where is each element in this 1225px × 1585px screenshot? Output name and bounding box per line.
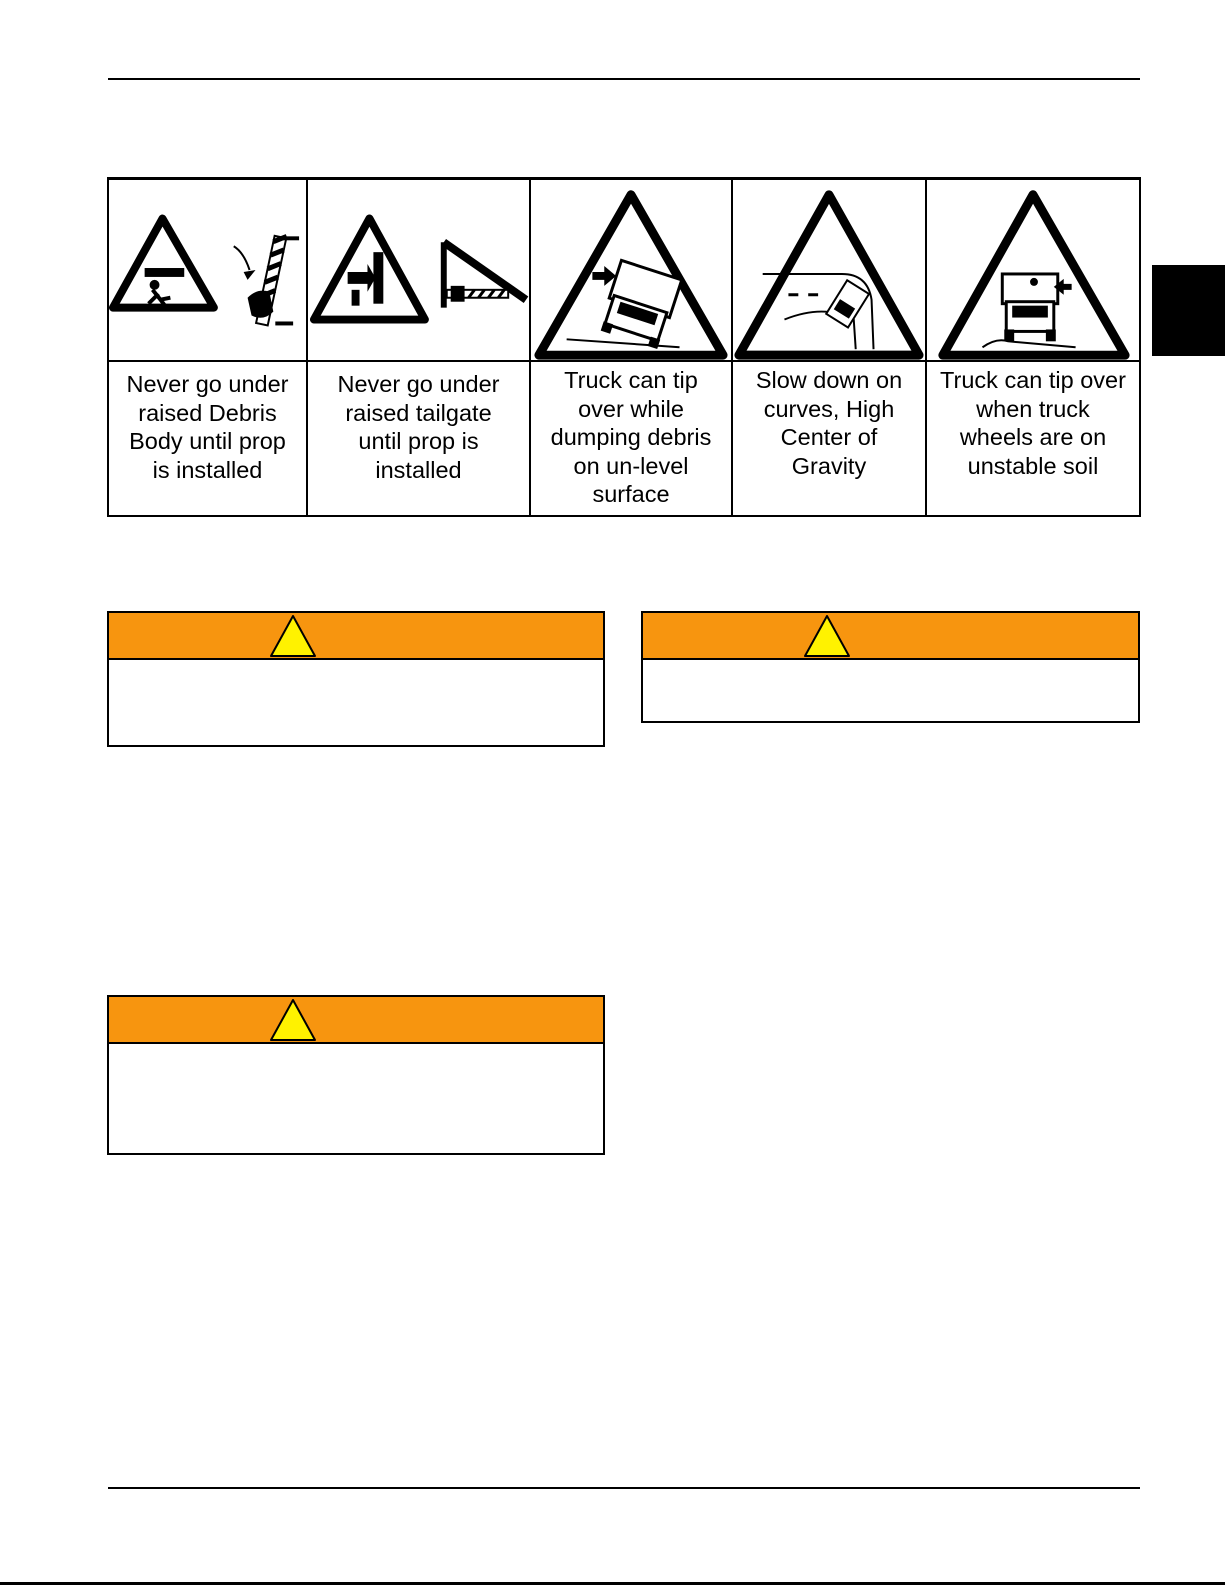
hazard-caption-3 [530, 361, 732, 516]
warning-header [643, 613, 1138, 660]
warning-triangle-icon [803, 614, 851, 658]
hazard-cell-1-icon [108, 179, 307, 362]
warning-triangle-icon [269, 614, 317, 658]
hazard-caption-text: Never go under raised tailgate until prop is installed [337, 371, 500, 483]
footer-rule [108, 1487, 1140, 1489]
hazard-caption-text: Never go under raised Debris Body until prop is installed [126, 371, 289, 483]
hazard-caption-1 [108, 361, 307, 516]
hazard-cell-2-icon [307, 179, 530, 362]
hazard-caption-4 [732, 361, 926, 516]
truck-tip-unlevel-icon [531, 180, 731, 360]
truck-unstable-soil-icon [927, 180, 1139, 360]
hazard-cell-4-icon [732, 179, 926, 362]
warning-box [107, 611, 605, 747]
warning-header [109, 613, 603, 660]
hazard-caption-text: Slow down on curves, High Center of Gravity [755, 367, 903, 479]
hazard-caption-2 [307, 361, 530, 516]
section-tab-marker [1152, 265, 1225, 356]
tailgate-crush-hazard-icon [308, 180, 529, 360]
warning-box [107, 995, 605, 1155]
hazard-caption-text: Truck can tip over while dumping debris on un-level surface [550, 367, 712, 507]
hazard-cell-3-icon [530, 179, 732, 362]
truck-curve-rollover-icon [733, 180, 925, 360]
warning-box [641, 611, 1140, 723]
hazard-caption-5 [926, 361, 1140, 516]
raised-body-prop-hazard-icon [109, 180, 306, 360]
warning-triangle-icon [269, 998, 317, 1042]
hazard-caption-text: Truck can tip over when truck wheels are on unstable soil [940, 367, 1126, 479]
header-rule [108, 78, 1140, 80]
hazard-cell-5-icon [926, 179, 1140, 362]
warning-header [109, 997, 603, 1044]
hazard-pictogram-table [107, 177, 1141, 517]
